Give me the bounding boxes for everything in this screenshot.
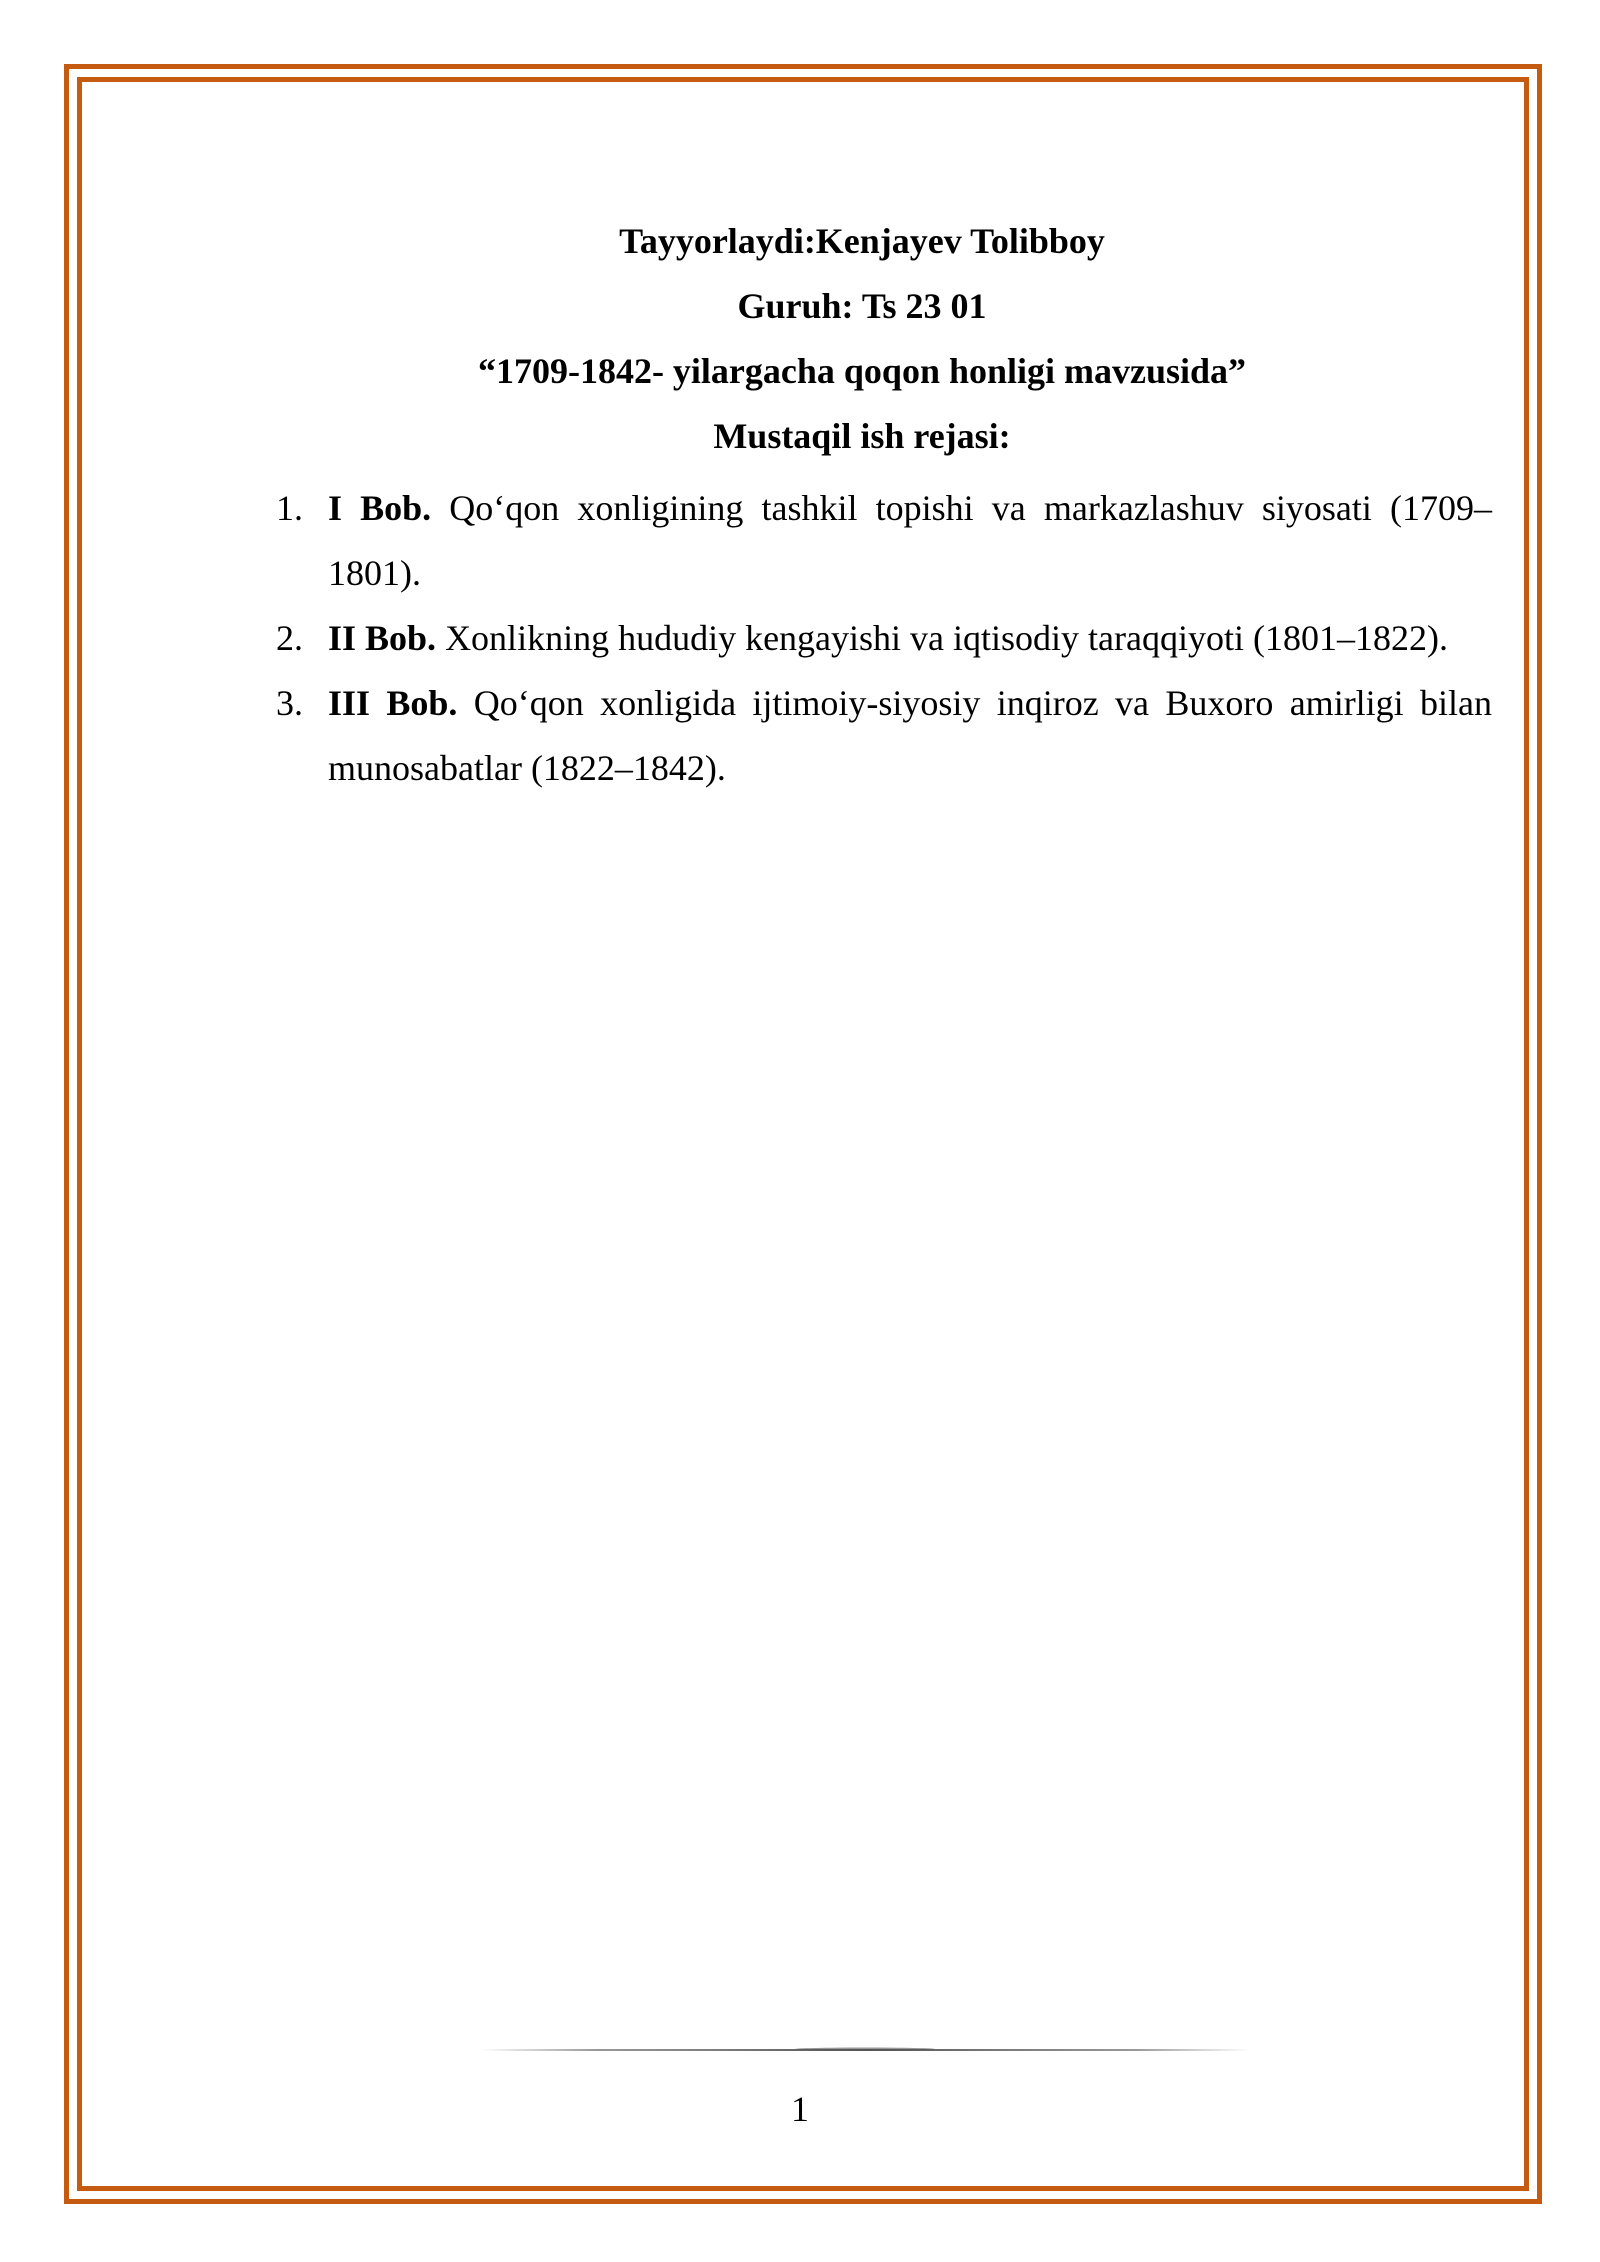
plan-heading: Mustaqil ish rejasi: — [713, 416, 1011, 456]
topic-title: “1709-1842- yilargacha qoqon honligi mavzusida” — [477, 351, 1247, 391]
plan-item-text: Xonlikning hududiy kengayishi va iqtisodiy taraqqiyoti (1801–1822). — [436, 618, 1448, 658]
plan-item-bob: I Bob. — [328, 488, 432, 528]
author-line: Tayyorlaydi:Kenjayev Tolibboy — [619, 221, 1105, 261]
plan-item-number: 2. — [276, 618, 303, 658]
plan-item-number: 3. — [276, 683, 303, 723]
footer-divider — [480, 2047, 1250, 2053]
plan-item-3 — [276, 671, 1492, 801]
plan-item-bob: II Bob. — [328, 618, 437, 658]
plan-list — [276, 476, 1492, 801]
plan-item-bob: III Bob. — [328, 683, 458, 723]
plan-item-text: Qo‘qon xonligining tashkil topishi va markazlashuv siyosati (1709–1801). — [328, 488, 1493, 593]
page-number: 1 — [791, 2089, 809, 2129]
page-border-inner — [77, 77, 1529, 2191]
group-line: Guruh: Ts 23 01 — [737, 286, 987, 326]
plan-item-text: Qo‘qon xonligida ijtimoiy-siyosiy inqiroz va Buxoro amirligi bilan munosabatlar (1822–1842). — [328, 683, 1493, 788]
plan-item-1 — [276, 476, 1492, 606]
plan-item-2 — [276, 606, 1492, 671]
plan-item-number: 1. — [276, 488, 303, 528]
